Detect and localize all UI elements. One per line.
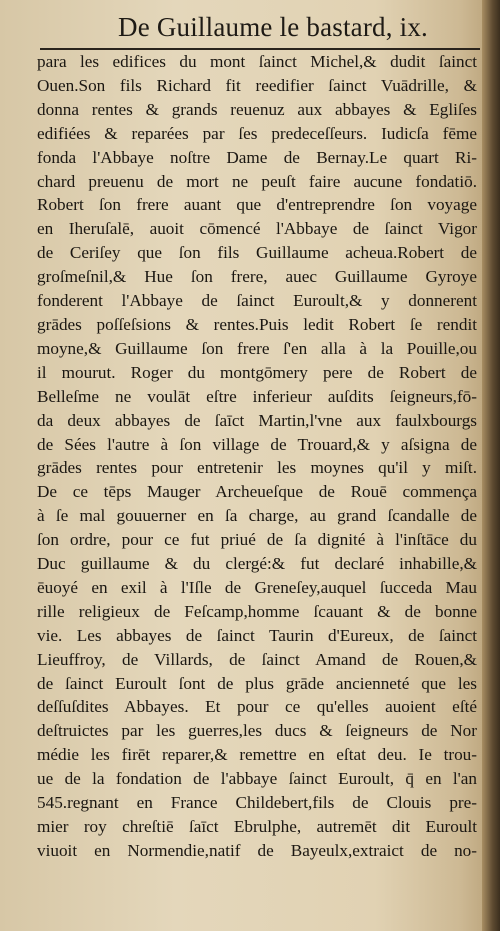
text-line: ēuoyé en exil à l'Iſle de Greneſey,auquel ſucceda Mau [37, 577, 477, 597]
text-line: Belleſme ne voulāt eſtre inferieur auſdits ſeigneurs,fō- [37, 386, 477, 406]
bleed-through-edge [482, 30, 500, 930]
page-gutter [482, 0, 500, 931]
text-line: médie les firēt reparer,& remettre en eſtat deu. Ie trou- [37, 745, 477, 765]
text-line: 545.regnant en France Childebert,fils de Clouis pre- [37, 793, 477, 813]
text-line: à ſe mal gouuerner en ſa charge, au grand ſcandalle de [37, 506, 477, 526]
text-line: donna rentes & grands reuenuz aux abbayes & Egliſes [37, 99, 477, 119]
text-line: De ce tēps Mauger Archeueſque de Rouē commença [37, 482, 477, 502]
running-header: De Guillaume le bastard, ix. [118, 12, 429, 42]
text-line: viuoit en Normendie,natif de Bayeulx,extraict de no- [37, 840, 477, 860]
text-line: Duc guillaume & du clergé:& fut declaré inhabille,& [37, 554, 477, 574]
text-line: Robert ſon frere auant que d'entreprendre ſon voyage [37, 195, 477, 215]
text-block [37, 50, 477, 863]
text-line: Ouen.Son fils Richard fit reedifier ſainct Vuādrille, & [37, 75, 477, 95]
text-line: moyne,& Guillaume ſon frere ſ'en alla à la Pouille,ou [37, 338, 477, 358]
text-line: de ſainct Euroult ſont de plus grāde ancienneté que les [37, 673, 477, 693]
text-line: de Sées l'autre à ſon village de Trouard,& y aſsigna de [37, 434, 477, 454]
text-line: edifiées & reparées par ſes predeceſſeurs. Iudicſa fēme [37, 123, 477, 143]
text-line: para les edifices du mont ſainct Michel,& dudit ſainct [37, 52, 477, 71]
text-line: fonderent l'Abbaye de ſainct Euroult,& y donnerent [37, 291, 477, 311]
text-line: mier roy chreſtiē ſaīct Ebrulphe, autremēt dit Euroult [37, 817, 477, 836]
text-line: groſmeſnil,& Hue ſon frere, auec Guillaume Gyroye [37, 267, 477, 287]
text-line: ſon ordre, pour ce fut priué de ſa dignité à l'inſtāce du [37, 530, 477, 550]
text-line: de Ceriſey que ſon fils Guillaume acheua.Robert de [37, 243, 477, 263]
text-line: vie. Les abbayes de ſainct Taurin d'Eureux, de ſainct [37, 625, 477, 645]
text-line: en Iheruſalē, auoit cōmencé l'Abbaye de ſainct Vigor [37, 219, 477, 239]
text-line: ue de la fondation de l'abbaye ſainct Euroult, q̄ en l'an [37, 769, 477, 789]
text-line: deſſuſdites Abbayes. Et pour ce qu'elles auoient eſté [37, 697, 477, 717]
text-line: Lieuffroy, de Villards, de ſainct Amand de Rouen,& [37, 649, 477, 669]
text-line: deſtruictes par les guerres,les ducs & ſeigneurs de Nor [37, 721, 477, 741]
text-line: fonda l'Abbaye noſtre Dame de Bernay.Le quart Ri- [37, 147, 477, 167]
bottom-margin [0, 875, 480, 931]
text-line: grādes poſſeſsions & rentes.Puis ledit Robert ſe rendit [37, 314, 477, 334]
text-line: da deux abbayes de ſaīct Martin,l'vne aux faulxbourgs [37, 410, 477, 430]
text-line: rille religieux de Feſcamp,homme ſcauant & de bonne [37, 601, 477, 621]
text-line: il mourut. Roger du montgōmery pere de Robert de [37, 362, 477, 382]
text-line: grādes rentes pour entretenir les moynes qu'il y miſt. [37, 458, 477, 478]
text-line: chard preuenu de mort ne peuſt faire aucune fondatiō. [37, 171, 477, 191]
